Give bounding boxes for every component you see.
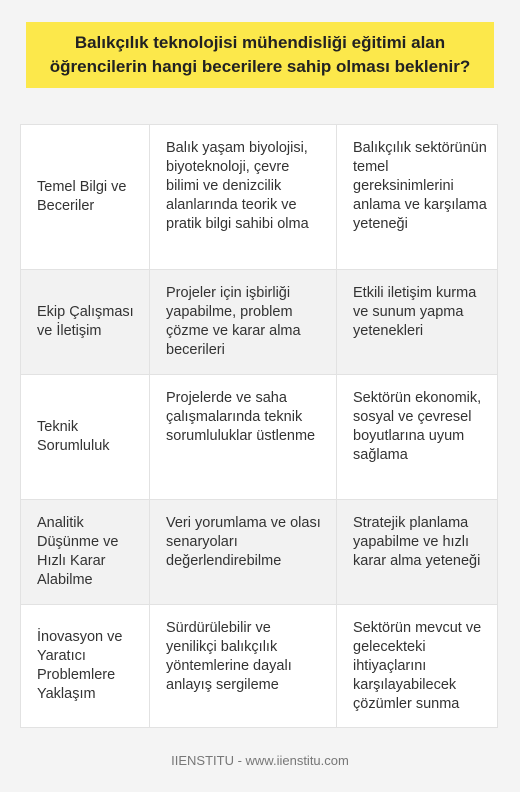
footer-credit: IIENSTITU - www.iienstitu.com <box>171 753 349 768</box>
table-row <box>20 500 498 605</box>
title-banner <box>26 22 494 88</box>
skill-cell: İnovasyon ve Yaratıcı Problemlere Yaklaşım <box>20 605 149 727</box>
table-row <box>20 605 498 728</box>
description-cell: Projelerde ve saha çalışmalarında teknik sorumluluklar üstlenme <box>149 375 336 499</box>
page-title <box>50 31 470 79</box>
skill-cell: Ekip Çalışması ve İletişim <box>20 270 149 374</box>
page-title-line-1: Balıkçılık teknolojisi mühendisliği eğitimi alan <box>74 33 446 52</box>
outcome-cell: Sektörün mevcut ve gelecekteki ihtiyaçlarını karşılayabilecek çözümler sunma <box>336 605 498 727</box>
description-cell: Balık yaşam biyolojisi, biyoteknoloji, çevre bilimi ve denizcilik alanlarında teorik ve pratik bilgi sahibi olma <box>149 125 336 269</box>
description-cell: Projeler için işbirliği yapabilme, problem çözme ve karar alma becerileri <box>149 270 336 374</box>
skill-cell: Analitik Düşünme ve Hızlı Karar Alabilme <box>20 500 149 604</box>
table-row <box>20 375 498 500</box>
outcome-cell: Sektörün ekonomik, sosyal ve çevresel boyutlarına uyum sağlama <box>336 375 498 499</box>
outcome-cell: Etkili iletişim kurma ve sunum yapma yetenekleri <box>336 270 498 374</box>
table-row <box>20 125 498 270</box>
outcome-cell: Stratejik planlama yapabilme ve hızlı karar alma yeteneği <box>336 500 498 604</box>
skill-cell: Temel Bilgi ve Beceriler <box>20 125 149 269</box>
skill-cell: Teknik Sorumluluk <box>20 375 149 499</box>
outcome-cell: Balıkçılık sektörünün temel gereksinimlerini anlama ve karşılama yeteneği <box>336 125 498 269</box>
table-row <box>20 270 498 375</box>
skills-table <box>20 124 498 728</box>
description-cell: Veri yorumlama ve olası senaryoları değerlendirebilme <box>149 500 336 604</box>
description-cell: Sürdürülebilir ve yenilikçi balıkçılık yöntemlerine dayalı anlayış sergileme <box>149 605 336 727</box>
page-title-line-2: öğrencilerin hangi becerilere sahip olması beklenir? <box>49 57 471 76</box>
